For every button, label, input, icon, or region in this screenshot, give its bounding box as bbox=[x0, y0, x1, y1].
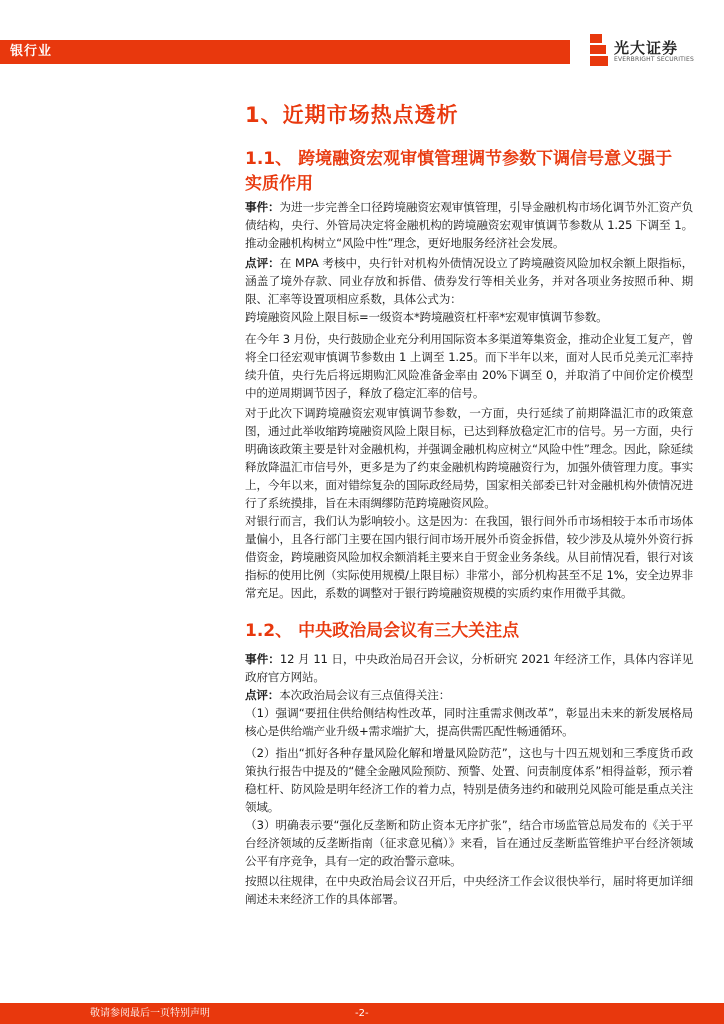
subsection-title: 中央政治局会议有三大关注点 bbox=[298, 621, 520, 641]
point-3: （3）明确表示要“强化反垄断和防止资本无序扩张”，结合市场监管总局发布的《关于平台经济领域的反垄断指南（征求意见稿）》来看，旨在通过反垄断监管维护平台经济领域公平有序竞争，具有一定的政治警示意味。 bbox=[245, 818, 693, 868]
footer-bar bbox=[0, 1003, 724, 1024]
comment-paragraph bbox=[245, 254, 693, 308]
logo-mark-icon bbox=[590, 34, 608, 66]
comment-paragraph-2 bbox=[245, 686, 693, 704]
comment-text-2: 本次政治局会议有三点值得关注： bbox=[279, 688, 451, 702]
point-2: （2）指出“抓好各种存量风险化解和增量风险防范”，这也与十四五规划和三季度货币政策执行报告中提及的“健全金融风险预防、预警、处置、问责制度体系”相得益彰，预示着稳杠杆、防风险是明年经济工作的着力点，特别是债务违约和破刑兑风险可能是重点关注领域。 bbox=[245, 746, 693, 814]
comment-text: 在 MPA 考核中，央行针对机构外债情况设立了跨境融资风险加权余额上限指标，涵盖了境外存款、同业存放和拆借、债券发行等相关业务，并对各项业务按照币种、期限、汇率等设置项相应系数，具体公式为： bbox=[245, 256, 693, 306]
comment-label-2: 点评： bbox=[245, 688, 280, 702]
body-paragraph-1: 在今年 3 月份，央行鼓励企业充分利用国际资本多渠道筹集资金，推动企业复工复产，曾将全口径宏观审慎调节参数由 1 上调至 1.25。而下半年以来，面对人民币兑美元汇率持续升值，央行先后将远期购汇风险准备金率由 20%下调至 0，并取消了中间价定价模型中的逆周期调节因子，释放了稳定汇率的信号。 bbox=[245, 332, 693, 400]
event-text: 为进一步完善全口径跨境融资宏观审慎管理，引导金融机构市场化调节外汇资产负债结构，央行、外管局决定将金融机构的跨境融资宏观审慎调节参数从 1.25 下调至 1。推动金融机构树立“风险中性”理念，更好地服务经济社会发展。 bbox=[245, 200, 693, 250]
industry-label: 银行业 bbox=[10, 44, 53, 59]
logo-name: 光大证券 bbox=[614, 39, 679, 57]
subsection-title-line1: 跨境融资宏观审慎管理调节参数下调信号意义强于 bbox=[298, 149, 673, 169]
subsection-number: 1.1、 bbox=[245, 149, 293, 169]
body-paragraph-3: 对银行而言，我们认为影响较小。这是因为：在我国，银行间外币市场相较于本币市场体量偏小，且各行部门主要在国内银行间市场开展外币资金拆借，较少涉及从境外外资行拆借资金，跨境融资风险加权余额消耗主要来自于贸金业务条线。从目前情况看，银行对该指标的使用比例（实际使用规模/上限目标）非常小，部分机构甚至不足 1%，安全边界非常充足。因此，系数的调整对于银行跨境融资规模的实质约束作用微乎其微。 bbox=[245, 514, 693, 600]
header-bar bbox=[0, 40, 570, 64]
comment-label: 点评： bbox=[245, 256, 280, 270]
event-paragraph bbox=[245, 198, 693, 252]
subsection-number: 1.2、 bbox=[245, 621, 293, 641]
page-number: -2- bbox=[355, 1008, 369, 1019]
body-paragraph-2: 对于此次下调跨境融资宏观审慎调节参数，一方面，央行延续了前期降温汇市的政策意图，通过此举收缩跨境融资风险上限目标，已达到释放稳定汇市的信号。另一方面，央行明确该政策主要是针对金融机构，并强调金融机构应树立“风险中性”理念。因此，除延续释放降温汇市信号外，更多是为了约束金融机构跨境融资行为，加强外债管理力度。事实上，今年以来，面对错综复杂的国际政经局势，国家相关部委已针对金融机构外债情况进行了系统摸排，旨在未雨绸缪防范跨境融资风险。 bbox=[245, 406, 693, 510]
section-title: 1、近期市场热点透析 bbox=[245, 103, 459, 127]
closing-paragraph: 按照以往规律，在中央政治局会议召开后，中央经济工作会议很快举行，届时将更加详细阐述未来经济工作的具体部署。 bbox=[245, 874, 693, 906]
event-paragraph-2 bbox=[245, 650, 693, 686]
point-1: （1）强调“要扭住供给侧结构性改革，同时注重需求侧改革”，彰显出未来的新发展格局核心是供给端产业升级+需求端扩大，提高供需匹配性畅通循环。 bbox=[245, 706, 693, 738]
event-label-2: 事件： bbox=[245, 652, 280, 666]
footer-disclaimer: 敬请参阅最后一页特别声明 bbox=[90, 1008, 210, 1019]
subsection-1-1-title bbox=[245, 147, 672, 197]
event-label: 事件： bbox=[245, 200, 280, 214]
logo-subtitle: EVERBRIGHT SECURITIES bbox=[614, 56, 694, 63]
formula-paragraph: 跨境融资风险上限目标=一级资本*跨境融资杠杆率*宏观审慎调节参数。 bbox=[245, 310, 608, 324]
subsection-title-line2: 实质作用 bbox=[245, 174, 313, 194]
subsection-1-2-title bbox=[245, 619, 519, 644]
event-text-2: 12 月 11 日，中央政治局召开会议，分析研究 2021 年经济工作，具体内容详见政府官方网站。 bbox=[245, 652, 693, 684]
broker-logo bbox=[590, 34, 710, 70]
